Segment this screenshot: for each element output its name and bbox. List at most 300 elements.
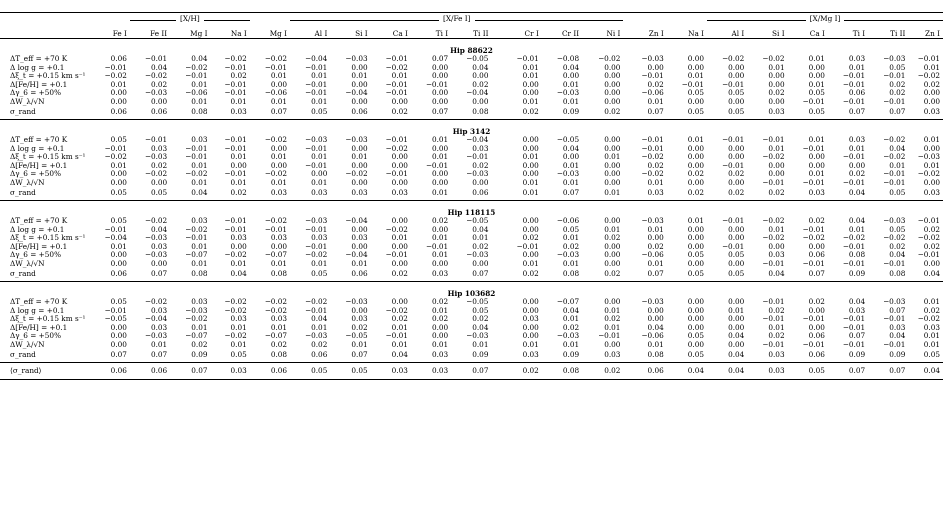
table-cell: −0.02: [762, 233, 785, 242]
table-cell: 0.01: [431, 250, 449, 259]
table-cell: 0.02: [150, 79, 168, 89]
table-cell: 0.00: [808, 62, 825, 72]
table-cell: 0.02: [848, 169, 866, 178]
column-header: Si I: [355, 28, 368, 38]
row-label: ΔW_λ/√N: [10, 96, 45, 106]
table-cell: 0.04: [889, 250, 906, 259]
table-cell: 0.01: [923, 331, 940, 340]
table-cell: −0.01: [104, 305, 127, 315]
table-cell: −0.01: [304, 160, 328, 170]
table-cell: −0.01: [224, 135, 247, 144]
table-cell: 0.00: [391, 177, 408, 187]
table-cell: 0.04: [889, 331, 906, 340]
table-cell: 0.01: [923, 135, 940, 144]
sigma-cell: 0.08: [191, 107, 208, 117]
table-cell: 0.05: [562, 224, 580, 234]
table-cell: 0.00: [768, 169, 785, 178]
table-cell: 0.00: [728, 314, 745, 323]
sigma-cell: 0.08: [270, 269, 288, 279]
table-cell: −0.01: [842, 258, 866, 268]
table-cell: 0.04: [150, 62, 168, 72]
table-cell: 0.01: [191, 177, 208, 187]
column-header: Na I: [688, 28, 705, 38]
table-cell: 0.00: [150, 177, 168, 187]
table-cell: −0.01: [762, 177, 785, 187]
sigma-cell: 0.07: [431, 107, 449, 117]
table-cell: −0.03: [345, 297, 368, 306]
average-cell: 0.05: [311, 365, 328, 375]
table-cell: 0.01: [768, 224, 785, 234]
average-cell: 0.02: [604, 365, 621, 375]
table-cell: 0.06: [808, 250, 825, 259]
table-cell: 0.08: [848, 250, 866, 259]
table-cell: −0.01: [842, 322, 866, 332]
table-cell: −0.01: [425, 79, 449, 89]
table-cell: −0.06: [264, 88, 288, 97]
table-cell: −0.02: [641, 152, 664, 161]
table-cell: 0.02: [889, 241, 906, 251]
table-cell: 0.00: [522, 88, 539, 97]
table-cell: 0.00: [728, 71, 745, 80]
star-header-row: [0, 201, 943, 218]
table-cell: 0.00: [270, 79, 288, 89]
sigma-cell: 0.04: [191, 188, 208, 198]
column-header: Fe II: [150, 28, 168, 38]
table-cell: 0.01: [391, 71, 408, 80]
table-cell: −0.02: [264, 54, 288, 63]
table-cell: 0.00: [604, 216, 621, 225]
sigma-label: σ_rand: [10, 188, 36, 198]
table-cell: 0.00: [391, 297, 408, 306]
table-cell: 0.00: [728, 322, 745, 332]
table-cell: −0.01: [304, 224, 328, 234]
table-cell: −0.02: [385, 143, 408, 153]
table-row: [0, 341, 943, 350]
table-cell: 0.00: [270, 241, 288, 251]
table-cell: −0.02: [304, 297, 328, 306]
table-cell: 0.00: [270, 160, 288, 170]
table-cell: 0.03: [191, 216, 208, 225]
table-cell: 0.05: [110, 216, 127, 225]
sigma-cell: 0.02: [604, 107, 621, 117]
table-cell: −0.02: [883, 152, 906, 161]
group-header-xmg: [X/Mg I]: [707, 14, 943, 24]
sigma-cell: 0.04: [923, 269, 940, 279]
table-cell: −0.03: [144, 250, 168, 259]
table-cell: −0.02: [917, 233, 940, 242]
table-cell: −0.02: [264, 135, 288, 144]
table-cell: 0.03: [351, 314, 368, 323]
sigma-cell: 0.02: [768, 188, 785, 198]
table-cell: −0.01: [802, 96, 825, 106]
table-cell: 0.00: [351, 305, 368, 315]
table-cell: 0.01: [351, 339, 368, 349]
table-cell: 0.00: [848, 160, 866, 170]
table-cell: −0.03: [556, 331, 580, 340]
table-cell: −0.01: [842, 71, 866, 80]
sigma-cell: 0.07: [808, 269, 825, 279]
table-cell: 0.00: [110, 177, 127, 187]
table-cell: 0.01: [562, 96, 580, 106]
table-cell: −0.07: [556, 297, 580, 306]
table-cell: −0.03: [466, 169, 489, 178]
sensitivity-table: [0, 14, 943, 380]
table-cell: −0.03: [144, 88, 168, 97]
table-cell: 0.01: [311, 322, 328, 332]
table-cell: −0.04: [304, 54, 328, 63]
table-cell: 0.01: [391, 233, 408, 242]
table-cell: −0.01: [721, 241, 745, 251]
table-cell: 0.01: [522, 62, 539, 72]
table-cell: 0.01: [150, 339, 168, 349]
sigma-cell: 0.07: [562, 188, 580, 198]
table-cell: 0.00: [604, 71, 621, 80]
table-cell: 0.02: [351, 322, 368, 332]
table-cell: −0.01: [466, 152, 489, 161]
table-cell: −0.04: [345, 250, 368, 259]
table-cell: −0.01: [762, 297, 785, 306]
table-cell: 0.03: [923, 322, 940, 332]
table-cell: −0.01: [224, 79, 247, 89]
average-cell: 0.07: [472, 365, 489, 375]
table-cell: 0.02: [311, 339, 328, 349]
table-cell: −0.07: [185, 331, 208, 340]
table-cell: 0.00: [110, 339, 127, 349]
table-cell: 0.06: [848, 88, 866, 97]
star-header-row: [0, 282, 943, 299]
table-cell: −0.01: [762, 135, 785, 144]
table-cell: 0.00: [728, 177, 745, 187]
table-cell: −0.02: [185, 314, 208, 323]
table-cell: −0.02: [224, 331, 247, 340]
average-cell: 0.06: [270, 365, 288, 375]
table-cell: 0.00: [923, 177, 940, 187]
row-label: ΔW_λ/√N: [10, 258, 45, 268]
table-cell: 0.01: [230, 322, 247, 332]
table-cell: 0.00: [728, 339, 745, 349]
table-cell: −0.01: [304, 88, 328, 97]
table-cell: 0.00: [472, 258, 489, 268]
table-cell: 0.00: [110, 331, 127, 340]
column-header-blank: [0, 24, 96, 39]
table-cell: 0.02: [562, 241, 580, 251]
table-cell: −0.02: [762, 54, 785, 63]
row-label: ΔT_eff = +70 K: [10, 135, 68, 144]
table-cell: 0.00: [687, 339, 705, 349]
table-cell: −0.01: [385, 169, 408, 178]
table-cell: 0.00: [604, 96, 621, 106]
table-cell: 0.00: [687, 258, 705, 268]
table-cell: 0.01: [923, 339, 940, 349]
table-cell: −0.01: [842, 79, 866, 89]
table-cell: −0.02: [917, 314, 940, 323]
table-cell: 0.03: [150, 322, 168, 332]
table-cell: 0.00: [522, 143, 539, 153]
table-cell: 0.00: [728, 152, 745, 161]
column-header: Ni I: [606, 28, 621, 38]
table-cell: 0.00: [522, 135, 539, 144]
sigma-cell: 0.07: [110, 350, 127, 360]
table-cell: 0.00: [604, 250, 621, 259]
table-cell: 0.00: [604, 169, 621, 178]
table-cell: 0.01: [110, 241, 127, 251]
table-cell: 0.01: [768, 143, 785, 153]
table-cell: 0.00: [351, 96, 368, 106]
table-cell: 0.05: [808, 88, 825, 97]
table-cell: −0.02: [304, 250, 328, 259]
column-header: Ti II: [473, 28, 489, 38]
sigma-cell: 0.09: [848, 269, 866, 279]
sigma-cell: 0.03: [431, 269, 449, 279]
table-cell: −0.01: [883, 339, 906, 349]
row-label: Δ[Fe/H] = +0.1: [10, 241, 68, 251]
row-label: Δξ_t = +0.15 km s⁻¹: [10, 314, 86, 323]
sigma-cell: 0.08: [472, 107, 489, 117]
table-cell: −0.02: [224, 305, 247, 315]
table-cell: −0.02: [842, 233, 866, 242]
table-cell: −0.01: [304, 241, 328, 251]
sigma-cell: 0.05: [808, 107, 825, 117]
table-cell: 0.03: [522, 314, 539, 323]
table-cell: 0.02: [472, 160, 489, 170]
table-cell: 0.01: [562, 160, 580, 170]
table-cell: −0.01: [385, 54, 408, 63]
table-cell: −0.04: [466, 135, 489, 144]
table-cell: 0.00: [150, 258, 168, 268]
table-cell: 0.00: [604, 88, 621, 97]
table-cell: 0.00: [351, 143, 368, 153]
table-cell: −0.02: [144, 71, 168, 80]
row-label: Δγ_6 = +50%: [10, 250, 62, 259]
table-cell: 0.02: [923, 305, 940, 315]
table-cell: −0.07: [264, 250, 288, 259]
table-cell: 0.00: [728, 96, 745, 106]
table-cell: −0.01: [762, 314, 785, 323]
sigma-cell: 0.06: [110, 107, 127, 117]
table-cell: −0.01: [721, 160, 745, 170]
table-cell: 0.00: [522, 305, 539, 315]
sigma-cell: 0.04: [768, 269, 785, 279]
table-cell: 0.00: [808, 322, 825, 332]
table-cell: 0.01: [431, 305, 449, 315]
table-cell: −0.01: [641, 71, 664, 80]
column-header: Mg I: [190, 28, 208, 38]
average-row: [0, 363, 943, 380]
table-cell: 0.00: [808, 71, 825, 80]
table-cell: 0.01: [391, 322, 408, 332]
column-header: Zn I: [925, 28, 940, 38]
row-label: ΔW_λ/√N: [10, 339, 45, 349]
table-row: [0, 260, 943, 269]
table-cell: 0.00: [351, 160, 368, 170]
table-cell: 0.01: [768, 62, 785, 72]
sigma-cell: 0.05: [230, 350, 247, 360]
table-cell: −0.01: [802, 258, 825, 268]
table-cell: −0.05: [466, 54, 489, 63]
column-header: Ca I: [392, 28, 408, 38]
table-cell: −0.01: [641, 143, 664, 153]
table-cell: 0.01: [270, 177, 288, 187]
table-cell: −0.02: [917, 169, 940, 178]
table-cell: 0.00: [728, 258, 745, 268]
table-cell: 0.00: [768, 241, 785, 251]
table-cell: 0.05: [687, 88, 705, 97]
table-cell: −0.01: [802, 314, 825, 323]
sigma-cell: 0.07: [647, 107, 664, 117]
table-cell: 0.00: [687, 54, 705, 63]
row-label: Δξ_t = +0.15 km s⁻¹: [10, 233, 86, 242]
table-cell: 0.00: [728, 297, 745, 306]
column-header: Cr I: [524, 28, 539, 38]
table-body: [0, 39, 943, 380]
table-cell: 0.02: [889, 88, 906, 97]
sigma-cell: 0.03: [647, 188, 664, 198]
table-cell: −0.03: [556, 169, 580, 178]
table-cell: 0.00: [808, 152, 825, 161]
table-cell: −0.04: [345, 88, 368, 97]
sigma-row: [0, 349, 943, 363]
sigma-cell: 0.03: [768, 350, 785, 360]
table-cell: 0.01: [191, 160, 208, 170]
table-cell: 0.01: [431, 233, 449, 242]
sigma-cell: 0.05: [687, 107, 705, 117]
column-header: Ti II: [890, 28, 906, 38]
table-cell: 0.00: [472, 71, 489, 80]
table-cell: 0.03: [270, 314, 288, 323]
table-cell: 0.02: [687, 169, 705, 178]
table-cell: 0.04: [889, 143, 906, 153]
table-cell: 0.02: [472, 314, 489, 323]
table-cell: −0.03: [185, 305, 208, 315]
group-header-xh: [X/H]: [130, 14, 250, 24]
table-cell: −0.06: [641, 331, 664, 340]
table-cell: 0.03: [230, 314, 247, 323]
table-cell: −0.01: [304, 143, 328, 153]
sigma-cell: 0.05: [687, 350, 705, 360]
sigma-cell: 0.09: [472, 350, 489, 360]
table-cell: −0.01: [224, 143, 247, 153]
table-cell: −0.03: [466, 250, 489, 259]
table-cell: 0.00: [431, 96, 449, 106]
table-cell: 0.03: [270, 233, 288, 242]
table-cell: 0.04: [728, 331, 745, 340]
sigma-cell: 0.07: [848, 107, 866, 117]
table-cell: 0.00: [431, 224, 449, 234]
table-cell: 0.01: [647, 339, 664, 349]
table-cell: 0.01: [270, 322, 288, 332]
table-cell: 0.00: [923, 143, 940, 153]
table-cell: 0.01: [562, 339, 580, 349]
star-name: Hip 88622: [450, 45, 493, 55]
table-top-rule: [0, 12, 943, 13]
average-cell: 0.03: [391, 365, 408, 375]
sigma-cell: 0.03: [808, 188, 825, 198]
column-header: Al I: [314, 28, 328, 38]
table-cell: −0.03: [144, 233, 168, 242]
star-header-row: [0, 39, 943, 56]
table-cell: 0.02: [923, 224, 940, 234]
table-cell: 0.02: [604, 314, 621, 323]
table-cell: 0.00: [647, 314, 664, 323]
table-cell: 0.00: [351, 177, 368, 187]
table-cell: −0.01: [883, 96, 906, 106]
table-cell: 0.01: [191, 96, 208, 106]
table-cell: 0.00: [562, 71, 580, 80]
table-cell: −0.02: [144, 216, 168, 225]
table-cell: 0.00: [604, 160, 621, 170]
table-cell: 0.00: [923, 96, 940, 106]
table-cell: 0.00: [110, 322, 127, 332]
table-cell: 0.01: [311, 258, 328, 268]
table-cell: 0.00: [647, 305, 664, 315]
table-cell: 0.00: [351, 224, 368, 234]
table-cell: 0.01: [687, 135, 705, 144]
sigma-cell: 0.01: [604, 188, 621, 198]
table-cell: 0.02: [230, 71, 247, 80]
table-cell: 0.00: [687, 160, 705, 170]
table-cell: −0.02: [104, 71, 127, 80]
table-cell: 0.02: [647, 241, 664, 251]
sigma-cell: 0.05: [923, 350, 940, 360]
table-cell: −0.01: [224, 216, 247, 225]
table-cell: 0.00: [604, 79, 621, 89]
table-cell: 0.00: [808, 160, 825, 170]
average-cell: 0.03: [768, 365, 785, 375]
table-cell: 0.00: [687, 152, 705, 161]
table-cell: −0.01: [264, 62, 288, 72]
sigma-cell: 0.02: [604, 269, 621, 279]
table-cell: 0.02: [522, 233, 539, 242]
table-cell: 0.03: [191, 135, 208, 144]
table-cell: −0.02: [385, 305, 408, 315]
table-cell: 0.04: [562, 305, 580, 315]
table-cell: −0.03: [304, 135, 328, 144]
table-cell: 0.01: [431, 135, 449, 144]
table-cell: 0.00: [391, 96, 408, 106]
column-header: Ca I: [809, 28, 825, 38]
table-cell: 0.00: [923, 88, 940, 97]
table-cell: −0.01: [144, 135, 168, 144]
table-cell: 0.02: [768, 331, 785, 340]
sigma-label: σ_rand: [10, 350, 36, 360]
table-cell: 0.03: [191, 297, 208, 306]
table-cell: −0.01: [842, 241, 866, 251]
table-cell: 0.01: [768, 322, 785, 332]
table-cell: 0.01: [230, 177, 247, 187]
table-cell: 0.01: [604, 322, 621, 332]
table-cell: −0.03: [345, 135, 368, 144]
table-cell: 0.00: [687, 241, 705, 251]
table-cell: 0.05: [728, 88, 745, 97]
table-cell: 0.01: [562, 233, 580, 242]
table-cell: 0.01: [522, 152, 539, 161]
table-cell: 0.02: [431, 314, 449, 323]
table-cell: 0.01: [923, 160, 940, 170]
table-cell: −0.01: [304, 62, 328, 72]
star-name: Hip 103682: [447, 288, 496, 298]
table-cell: 0.00: [431, 258, 449, 268]
table-cell: 0.00: [391, 241, 408, 251]
table-cell: 0.03: [848, 54, 866, 63]
table-cell: 0.00: [431, 322, 449, 332]
table-cell: 0.01: [230, 258, 247, 268]
row-label: ΔW_λ/√N: [10, 177, 45, 187]
table-cell: 0.03: [889, 322, 906, 332]
table-cell: 0.01: [647, 258, 664, 268]
star-name: Hip 3142: [452, 126, 491, 136]
table-cell: 0.01: [110, 160, 127, 170]
table-cell: 0.03: [472, 143, 489, 153]
